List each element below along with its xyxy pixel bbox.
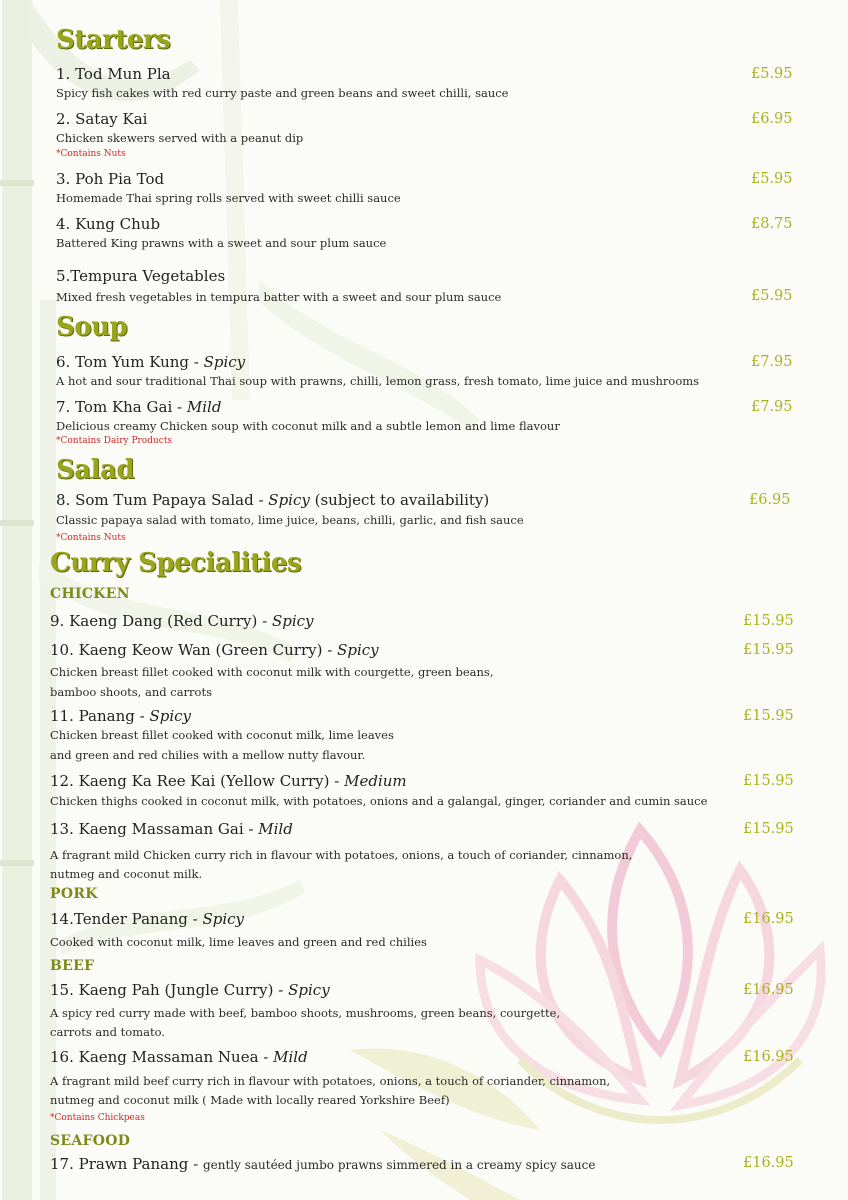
menu-item-price: £16.95 [743,1049,794,1065]
menu-item-name: 13. Kaeng Massaman Gai - Mild [50,820,293,838]
menu-item-name: 15. Kaeng Pah (Jungle Curry) - Spicy [50,981,330,999]
spice-level: Spicy [203,353,246,371]
section-heading-soup: Soup [56,312,128,342]
menu-item-description: A spicy red curry made with beef, bamboo shoots, mushrooms, green beans, courgette, [50,1006,561,1020]
menu-item-name: 6. Tom Yum Kung - Spicy [56,353,246,371]
menu-item-name: 17. Prawn Panang - gently sautéed jumbo prawns simmered in a creamy spicy sauce [50,1155,596,1173]
menu-item-name: 10. Kaeng Keow Wan (Green Curry) - Spicy [50,641,379,659]
subsection-pork: PORK [50,886,98,902]
menu-item-price: £5.95 [751,288,793,304]
menu-item-description: Spicy fish cakes with red curry paste and green beans and sweet chilli, sauce [56,86,509,100]
menu-item-description: Chicken breast fillet cooked with coconut milk with courgette, green beans, [50,665,494,679]
spice-level: Mild [186,398,222,416]
menu-item-name: 8. Som Tum Papaya Salad - Spicy (subject to availability) [56,491,490,509]
menu-item-price: £15.95 [743,613,794,629]
allergen-note: *Contains Chickpeas [50,1113,145,1123]
menu-item-description: Mixed fresh vegetables in tempura batter with a sweet and sour plum sauce [56,290,502,304]
menu-item-name: 11. Panang - Spicy [50,707,192,725]
menu-item-name: 16. Kaeng Massaman Nuea - Mild [50,1048,308,1066]
menu-item-description: Chicken breast fillet cooked with coconut milk, lime leaves [50,728,394,742]
menu-item-name: 14.Tender Panang - Spicy [50,910,245,928]
menu-item-name: 1. Tod Mun Pla [56,65,171,83]
menu-item-description: bamboo shoots, and carrots [50,685,212,699]
section-heading-starters: Starters [56,25,171,55]
menu-item-description: Delicious creamy Chicken soup with coconut milk and a subtle lemon and lime flavour [56,419,560,433]
menu-item-price: £7.95 [751,399,793,415]
spice-level: Spicy [288,981,330,999]
menu-item-price: £7.95 [751,354,793,370]
menu-item-name: 2. Satay Kai [56,110,148,128]
menu-item-description: A hot and sour traditional Thai soup with prawns, chilli, lemon grass, fresh tomato, lime juice and mushrooms [56,374,700,388]
menu-item-name: 7. Tom Kha Gai - Mild [56,398,222,416]
menu-item-description: Classic papaya salad with tomato, lime juice, beans, chilli, garlic, and fish sauce [56,513,524,527]
menu-item-description: Cooked with coconut milk, lime leaves and green and red chilies [50,935,427,949]
menu-item-price: £5.95 [751,171,793,187]
menu-item-price: £15.95 [743,642,794,658]
menu-item-description: A fragrant mild beef curry rich in flavour with potatoes, onions, a touch of coriander, cinnamon, [50,1074,611,1088]
menu-item-name: 3. Poh Pia Tod [56,170,165,188]
subsection-beef: BEEF [50,958,95,974]
menu-item-price: £16.95 [743,982,794,998]
section-heading-salad: Salad [56,455,135,485]
menu-item-description: and green and red chilies with a mellow nutty flavour. [50,748,366,762]
menu-item-description: A fragrant mild Chicken curry rich in flavour with potatoes, onions, a touch of coriander, cinnamon, [50,848,633,862]
menu-item-description: carrots and tomato. [50,1025,165,1039]
subsection-seafood: SEAFOOD [50,1133,131,1149]
menu-item-description: Chicken skewers served with a peanut dip [56,131,304,145]
spice-level: Spicy [149,707,192,725]
menu-item-description: Chicken thighs cooked in coconut milk, with potatoes, onions and a galangal, ginger, coriander and cumin sauce [50,794,708,808]
menu-item-description: nutmeg and coconut milk. [50,867,203,881]
menu-item-price: £6.95 [751,111,793,127]
spice-level: Spicy [202,910,245,928]
menu-item-name: 4. Kung Chub [56,215,161,233]
menu-item-price: £8.75 [751,216,793,232]
menu-item-description: Homemade Thai spring rolls served with sweet chilli sauce [56,191,401,205]
subsection-chicken: CHICKEN [50,586,130,602]
menu-item-price: £5.95 [751,66,793,82]
menu-item-price: £16.95 [743,1155,794,1171]
allergen-note: *Contains Nuts [56,533,126,543]
menu-item-name: 5.Tempura Vegetables [56,267,226,285]
spice-level: Medium [344,772,407,790]
spice-level: Mild [258,820,293,838]
menu-item-description: gently sautéed jumbo prawns simmered in a creamy spicy sauce [202,1158,596,1172]
menu-item-price: £6.95 [749,492,791,508]
section-heading-curry: Curry Specialities [50,548,302,578]
spice-level: Spicy [268,491,310,509]
menu-item-price: £15.95 [743,708,794,724]
spice-level: Spicy [271,612,314,630]
menu-item-price: £16.95 [743,911,794,927]
menu-item-description: Battered King prawns with a sweet and sour plum sauce [56,236,387,250]
menu-item-description: nutmeg and coconut milk ( Made with locally reared Yorkshire Beef) [50,1093,450,1107]
allergen-note: *Contains Dairy Products [56,436,173,446]
menu-item-name: 12. Kaeng Ka Ree Kai (Yellow Curry) - Medium [50,772,407,790]
spice-level: Spicy [337,641,379,659]
menu-item-name: 9. Kaeng Dang (Red Curry) - Spicy [50,612,314,630]
allergen-note: *Contains Nuts [56,149,126,159]
menu-item-price: £15.95 [743,821,794,837]
spice-level: Mild [273,1048,308,1066]
menu-item-price: £15.95 [743,773,794,789]
